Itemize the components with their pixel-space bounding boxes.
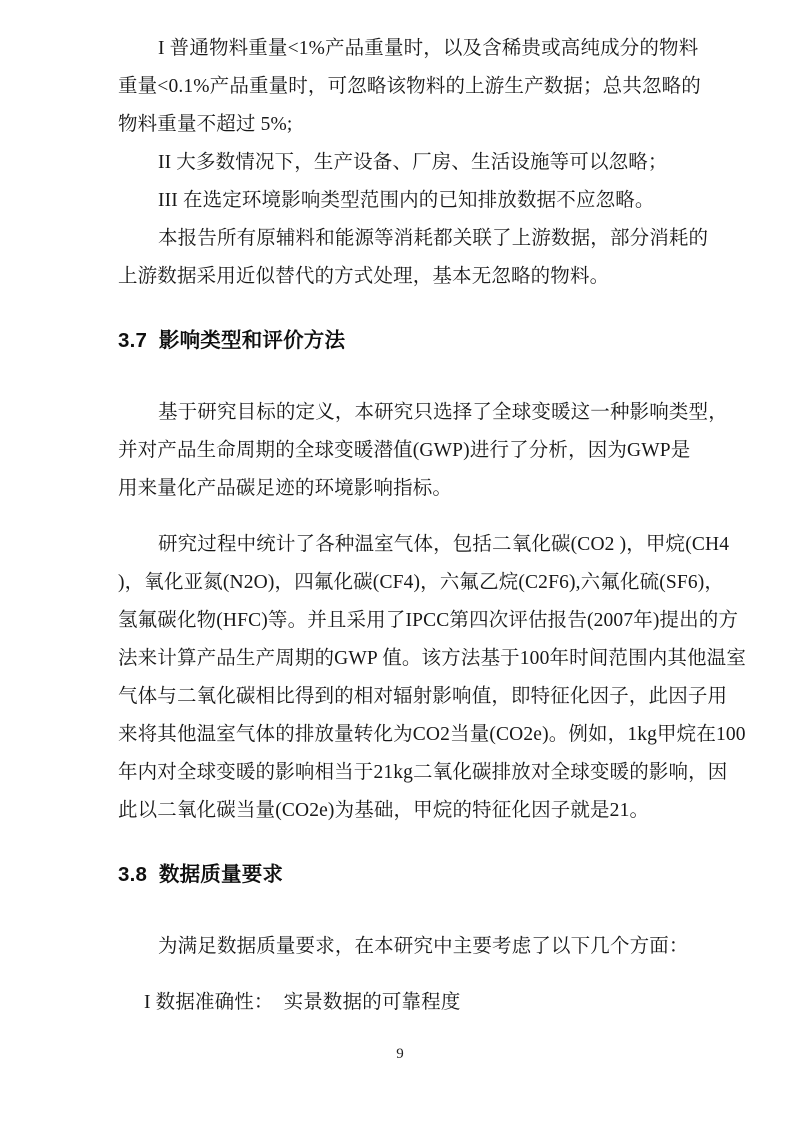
text-line: 上游数据采用近似替代的方式处理，基本无忽略的物料。 — [118, 266, 610, 287]
text-line: I 普通物料重量<1%产品重量时，以及含稀贵或高纯成分的物料 — [158, 38, 699, 59]
text-line: 研究过程中统计了各种温室气体，包括二氧化碳(CO2 )，甲烷(CH4 — [158, 534, 730, 555]
text-line: )，氧化亚氮(N2O)，四氟化碳(CF4)，六氟乙烷(C2F6),六氟化硫(SF6)， — [118, 572, 725, 593]
text-line: 物料重量不超过 5%; — [118, 114, 293, 135]
text-line: 氢氟碳化物(HFC)等。并且采用了IPCC第四次评估报告(2007年)提出的方 — [118, 610, 739, 631]
text-line: 为满足数据质量要求，在本研究中主要考虑了以下几个方面： — [158, 936, 689, 957]
paragraph-quality-item-i — [118, 984, 692, 1022]
text-line: II 大多数情况下，生产设备、厂房、生活设施等可以忽略； — [158, 152, 668, 173]
paragraph-quality-intro — [118, 928, 692, 966]
section-spacer — [118, 830, 692, 856]
heading-spacer — [118, 360, 692, 394]
text-line: 基于研究目标的定义，本研究只选择了全球变暖这一种影响类型， — [158, 402, 728, 423]
paragraph-upstream-data — [118, 220, 709, 296]
heading-section-3-8: 3.8 数据质量要求 — [118, 863, 284, 886]
paragraph-criteria-iii — [118, 182, 692, 220]
heading-spacer — [118, 894, 692, 928]
paragraph-spacer — [118, 966, 692, 984]
page-body — [118, 30, 746, 1022]
text-line: 用来量化产品碳足迹的环境影响指标。 — [118, 478, 453, 499]
text-line: 来将其他温室气体的排放量转化为CO2当量(CO2e)。例如，1kg甲烷在100 — [118, 724, 746, 745]
section-spacer — [118, 296, 692, 322]
text-line: III 在选定环境影响类型范围内的已知排放数据不应忽略。 — [158, 190, 655, 211]
text-line: 本报告所有原辅料和能源等消耗都关联了上游数据，部分消耗的 — [158, 228, 709, 249]
paragraph-spacer — [118, 508, 692, 526]
page-number: 9 — [396, 1046, 404, 1062]
paragraph-exclusion-criteria — [118, 30, 701, 144]
text-line: 法来计算产品生产周期的GWP 值。该方法基于100年时间范围内其他温室 — [118, 648, 746, 669]
text-line: 重量<0.1%产品重量时，可忽略该物料的上游生产数据；总共忽略的 — [118, 76, 701, 97]
text-line: 此以二氧化碳当量(CO2e)为基础，甲烷的特征化因子就是21。 — [118, 800, 650, 821]
text-line: 年内对全球变暖的影响相当于21kg二氧化碳排放对全球变暖的影响，因 — [118, 762, 728, 783]
text-line: 气体与二氧化碳相比得到的相对辐射影响值，即特征化因子，此因子用 — [118, 686, 728, 707]
paragraph-greenhouse-gases — [118, 526, 746, 830]
text-line: 并对产品生命周期的全球变暖潜值(GWP)进行了分析，因为GWP是 — [118, 440, 691, 461]
text-line: I 数据准确性： 实景数据的可靠程度 — [144, 992, 461, 1013]
paragraph-criteria-ii — [118, 144, 692, 182]
heading-section-3-7: 3.7 影响类型和评价方法 — [118, 329, 346, 352]
paragraph-gwp-scope — [118, 394, 728, 508]
